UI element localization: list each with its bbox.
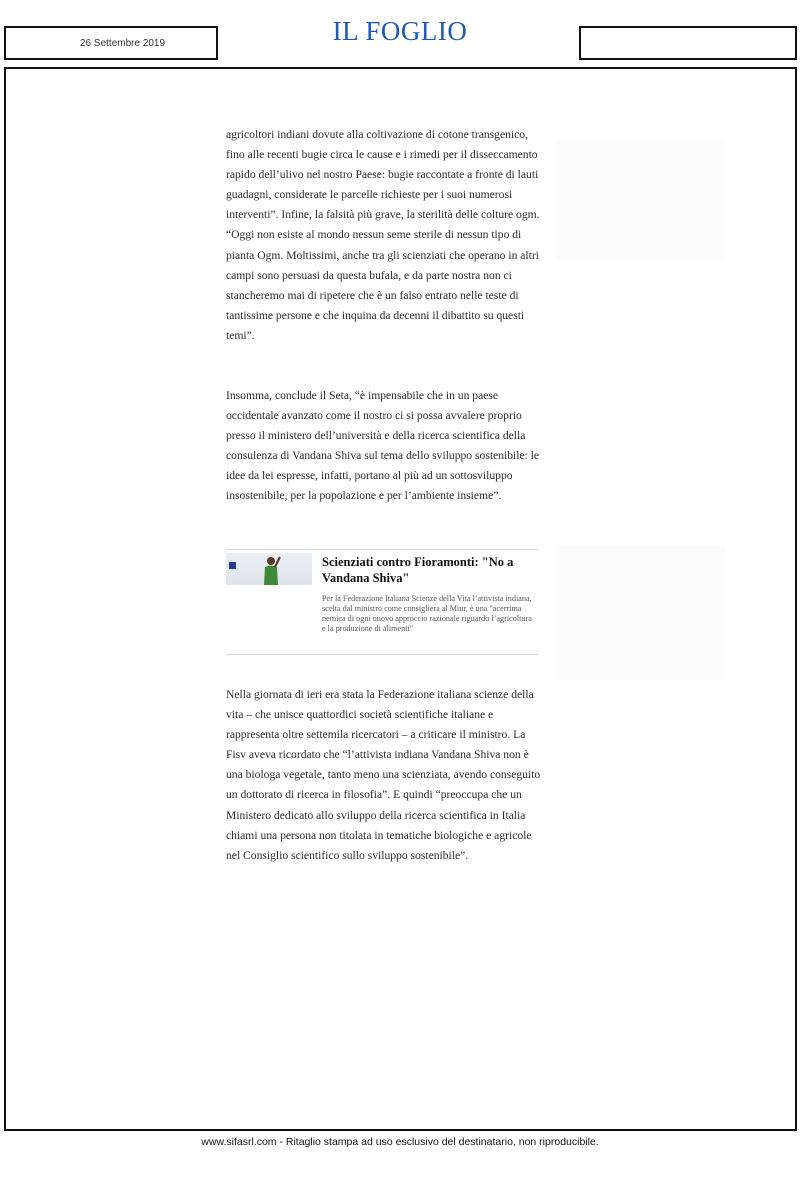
event-logo-icon bbox=[229, 562, 236, 569]
related-article-thumbnail[interactable] bbox=[226, 553, 312, 585]
issue-date: 26 Settembre 2019 bbox=[80, 38, 166, 49]
footer-disclaimer: www.sifasrl.com - Ritaglio stampa ad uso esclusivo del destinatario, non riproducibile. bbox=[201, 1136, 599, 1148]
related-article-description: Per la Federazione Italiana Scienze della Vita l’attivista indiana, scelta dal ministro come consigliera al Miur, è una "acerrima nemica di ogni nuovo approccio razionale riguardo l’agricoltura e la produzione di alimenti" bbox=[322, 594, 532, 633]
related-article-card[interactable] bbox=[226, 549, 538, 655]
related-article-title[interactable]: Scienziati contro Fioramonti: "No a Vandana Shiva" bbox=[322, 555, 514, 585]
article-paragraph-3: Nella giornata di ieri era stata la Federazione italiana scienze della vita – che unisce quattordici società scientifiche italiane e rappresenta oltre settemila ricercatori – a criticare il ministro. La Fisv aveva ricordato che “l’attivista indiana Vandana Shiva non è una biologa vegetale, tanto meno una scienziata, avendo conseguito un dottorato di ricerca in filosofia”. E quindi “preoccupa che un Ministero dedicato allo sviluppo della ricerca scientifica in Italia chiami una persona non titolata in tematiche biologiche e agricole nel Consiglio scientifico sullo sviluppo sostenibile”. bbox=[226, 688, 541, 862]
faded-ad-middle bbox=[556, 545, 726, 680]
article-paragraph-2: Insomma, conclude il Seta, “è impensabile che in un paese occidentale avanzato come il nostro ci si possa avvalere proprio presso il ministero dell’università e della ricerca scientifica della consulenza di Vandana Shiva sul tema dello sviluppo sostenibile: le idee da lei espresse, infatti, portano al più ad un sottosviluppo insostenibile, per la popolazione e per l’ambiente insieme”. bbox=[226, 389, 540, 503]
article-paragraph-1: agricoltori indiani dovute alla coltivazione di cotone transgenico, fino alle recenti bugie circa le cause e i rimedi per il disseccamento rapido dell’ulivo nel nostro Paese: bugie raccontate a fronte di lauti guadagni, considerate le parcelle richieste per i suoi numerosi interventi”. Infine, la falsità più grave, la sterilità delle colture ogm. “Oggi non esiste al mondo nessun seme sterile di nessun tipo di pianta Ogm. Moltissimi, anche tra gli scienziati che operano in altri campi sono persuasi da questa bufala, e da parte nostra non ci stancheremo mai di ripetere che è un falso entrato nelle teste di tantissime persone e che inquina da decenni il dibattito su questi temi”. bbox=[226, 128, 540, 342]
faded-ad-top bbox=[556, 140, 726, 260]
speaker-photo-icon bbox=[260, 555, 282, 585]
publication-masthead: IL FOGLIO bbox=[332, 16, 468, 46]
empty-header-box bbox=[579, 26, 797, 60]
